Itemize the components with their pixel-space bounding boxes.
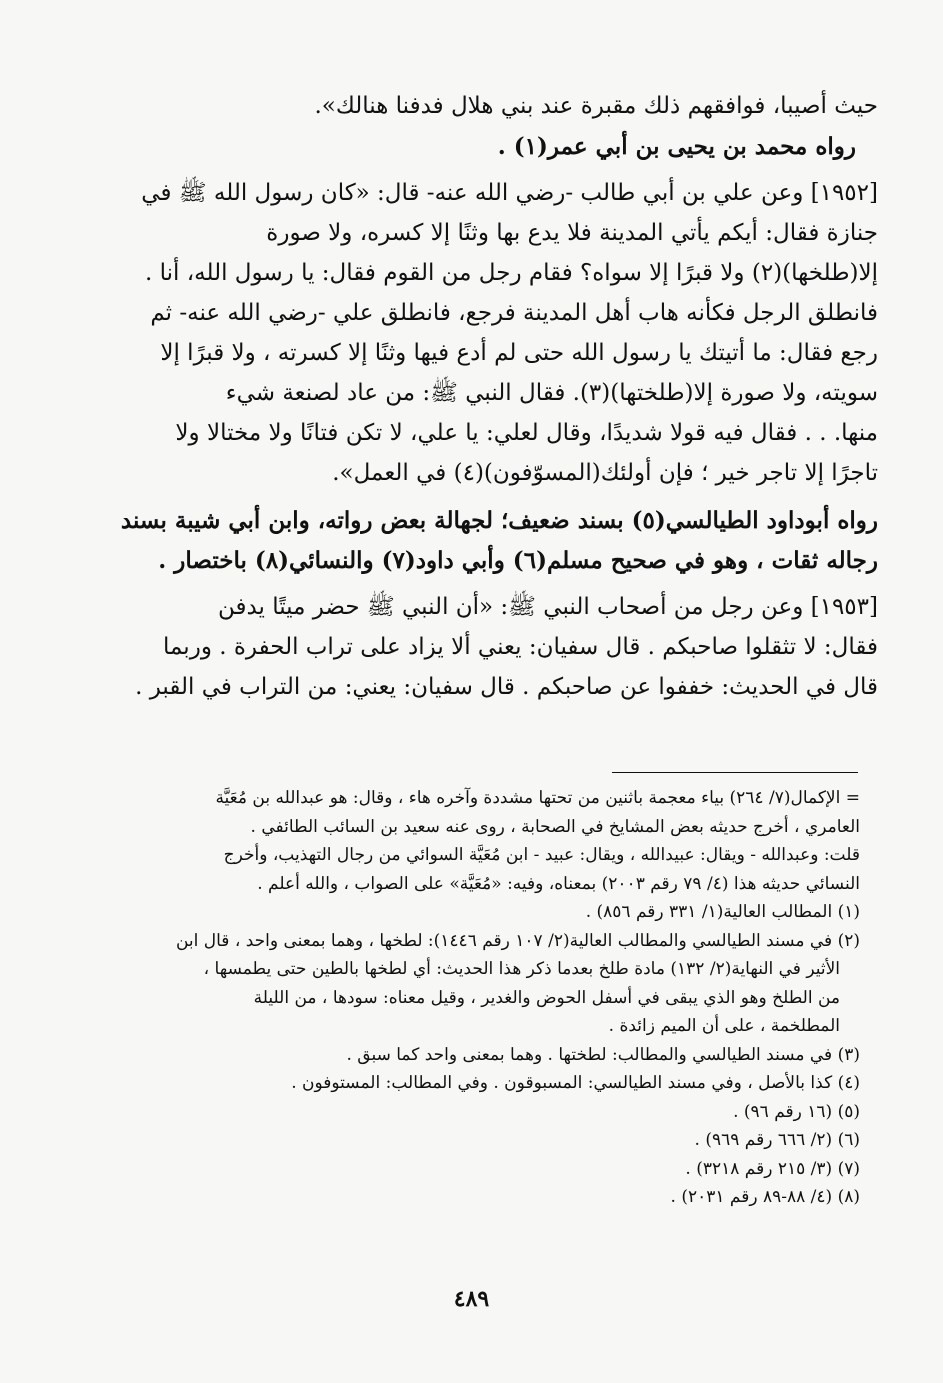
page-number: ٤٨٩ (453, 1286, 490, 1312)
footnote-3: (٣) في مسند الطيالسي والمطالب: لطختها . وهما بمعنى واحد كما سبق . (346, 1044, 860, 1065)
text-line: فانطلق الرجل فكأنه هاب أهل المدينة فرجع، فانطلق علي -رضي الله عنه- ثم (150, 300, 878, 326)
footnote-7: (٧) (٣/ ٢١٥ رقم ٣٢١٨) . (685, 1158, 860, 1179)
hadith-1952-line: [١٩٥٢] وعن علي بن أبي طالب -رضي الله عنه- قال: «كان رسول الله ﷺ في (141, 180, 878, 206)
narration-line: رواه محمد بن يحيى بن أبي عمر(١) . (497, 133, 856, 160)
footnote-6: (٦) (٢/ ٦٦٦ رقم ٩٦٩) . (694, 1130, 860, 1150)
footnote-line: المطلخمة ، على أن الميم زائدة . (608, 1016, 840, 1036)
text-line: رجع فقال: ما أتيتك يا رسول الله حتى لم أدع فيها وثنًا إلا كسرته ، ولا قبرًا إلا (160, 340, 878, 366)
footnote-line: قلت: وعبدالله - ويقال: عبيدالله ، ويقال: عبيد - ابن مُعَيَّة السوائي من رجال التهذيب، وأخرج (223, 845, 860, 865)
footnotes (100, 784, 860, 1212)
text-line: جنازة فقال: أيكم يأتي المدينة فلا يدع بها وثنًا إلا كسره، ولا صورة (266, 220, 878, 246)
footnote-5: (٥) (١٦ رقم ٩٦) . (733, 1101, 860, 1122)
text-line: فقال: لا تثقلوا صاحبكم . قال سفيان: يعني ألا يزاد على تراب الحفرة . وربما (163, 634, 878, 660)
text-line: تاجرًا إلا تاجر خير ؛ فإن أولئك(المسوّفون)(٤) في العمل». (332, 460, 878, 486)
narration-line: رجاله ثقات ، وهو في صحيح مسلم(٦) وأبي داود(٧) والنسائي(٨) باختصار . (158, 547, 878, 574)
footnote-line: الأثير في النهاية(٢/ ١٣٢) مادة طلخ بعدما ذكر هذا الحديث: أي لطخها بالطين حتى يطمسها ، (203, 959, 840, 979)
text-line: قال في الحديث: خففوا عن صاحبكم . قال سفيان: يعني: من التراب في القبر . (135, 674, 878, 700)
footnote-8: (٨) (٤/ ٨٨-٨٩ رقم ٢٠٣١) . (670, 1187, 860, 1207)
footnote-line: النسائي حديثه هذا (٤/ ٧٩ رقم ٢٠٠٣) بمعناه، وفيه: «مُعَيَّة» على الصواب ، والله أعلم . (257, 873, 860, 894)
text-line: سويته، ولا صورة إلا(طلختها)(٣). فقال النبي ﷺ: من عاد لصنعة شيء (225, 380, 878, 406)
footnote-line: من الطلخ وهو الذي يبقى في أسفل الحوض والغدير ، وقيل معناه: سودها ، من الليلة (253, 987, 840, 1008)
footnote-2: (٢) في مسند الطيالسي والمطالب العالية(٢/ ١٠٧ رقم ١٤٤٦): لطخها ، وهما بمعنى واحد ، قال ابن (175, 930, 860, 951)
narration-line: رواه أبوداود الطيالسي(٥) بسند ضعيف؛ لجهالة بعض رواته، وابن أبي شيبة بسند (120, 507, 878, 534)
main-text (88, 88, 878, 709)
text-line: إلا(طلخها)(٢) ولا قبرًا إلا سواه؟ فقام رجل من القوم فقال: يا رسول الله، أنا . (144, 260, 878, 286)
footnote-separator (612, 772, 858, 773)
footnote-line: العامري ، أخرج حديثه بعض المشايخ في الصحابة ، روى عنه سعيد بن السائب الطائفي . (250, 816, 860, 837)
text-line: منها. . . فقال فيه قولا شديدًا، وقال لعلي: يا علي، لا تكن فتانًا ولا مختالا ولا (175, 420, 878, 446)
footnote-4: (٤) كذا بالأصل ، وفي مسند الطيالسي: المسبوقون . وفي المطالب: المستوفون . (291, 1073, 860, 1093)
hadith-1953-line: [١٩٥٣] وعن رجل من أصحاب النبي ﷺ: «أن النبي ﷺ حضر ميتًا يدفن (217, 594, 878, 620)
footnote-line: = الإكمال(٧/ ٢٦٤) بياء معجمة باثنين من تحتها مشددة وآخره هاء ، وقال: هو عبدالله بن مُعَيَّة (215, 788, 860, 808)
text-line: حيث أصيبا، فوافقهم ذلك مقبرة عند بني هلال فدفنا هنالك». (314, 93, 878, 119)
footnote-1: (١) المطالب العالية(١/ ٣٣١ رقم ٨٥٦) . (585, 902, 860, 922)
